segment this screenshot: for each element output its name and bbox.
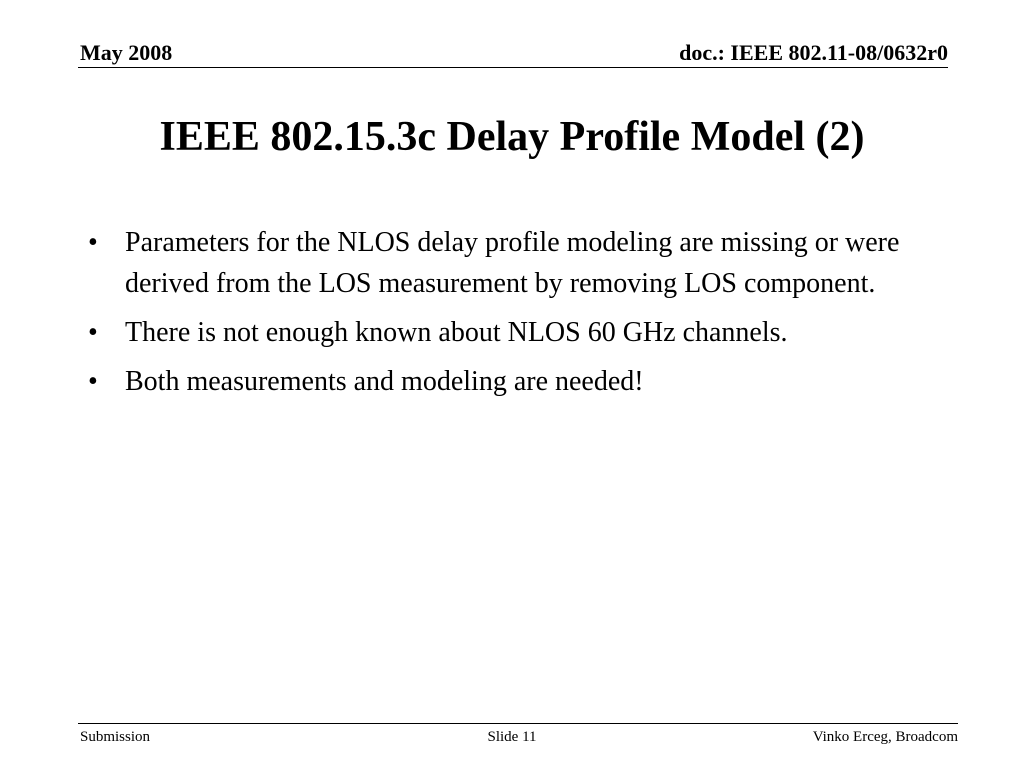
bullet-item [84,312,964,353]
footer-submission: Submission [80,729,151,745]
bullet-icon: • [88,227,98,258]
bullet-item [84,361,964,402]
bullet-text: Both measurements and modeling are needed! [125,366,644,397]
bullet-icon: • [88,366,98,397]
footer-divider [78,723,958,724]
footer-slide-number: Slide 11 [487,729,537,745]
bullet-list [84,222,964,410]
bullet-item [84,222,964,304]
slide-title: IEEE 802.15.3c Delay Profile Model (2) [159,114,865,160]
header-date: May 2008 [80,40,173,65]
bullet-icon: • [88,317,98,348]
footer-author: Vinko Erceg, Broadcom [812,729,958,745]
header-divider [78,67,948,68]
header-doc-id: doc.: IEEE 802.11-08/0632r0 [679,40,948,65]
bullet-text: Parameters for the NLOS delay profile modeling are missing or were derived from the LOS measurement by removing LOS component. [125,227,900,299]
bullet-text: There is not enough known about NLOS 60 GHz channels. [125,317,788,348]
